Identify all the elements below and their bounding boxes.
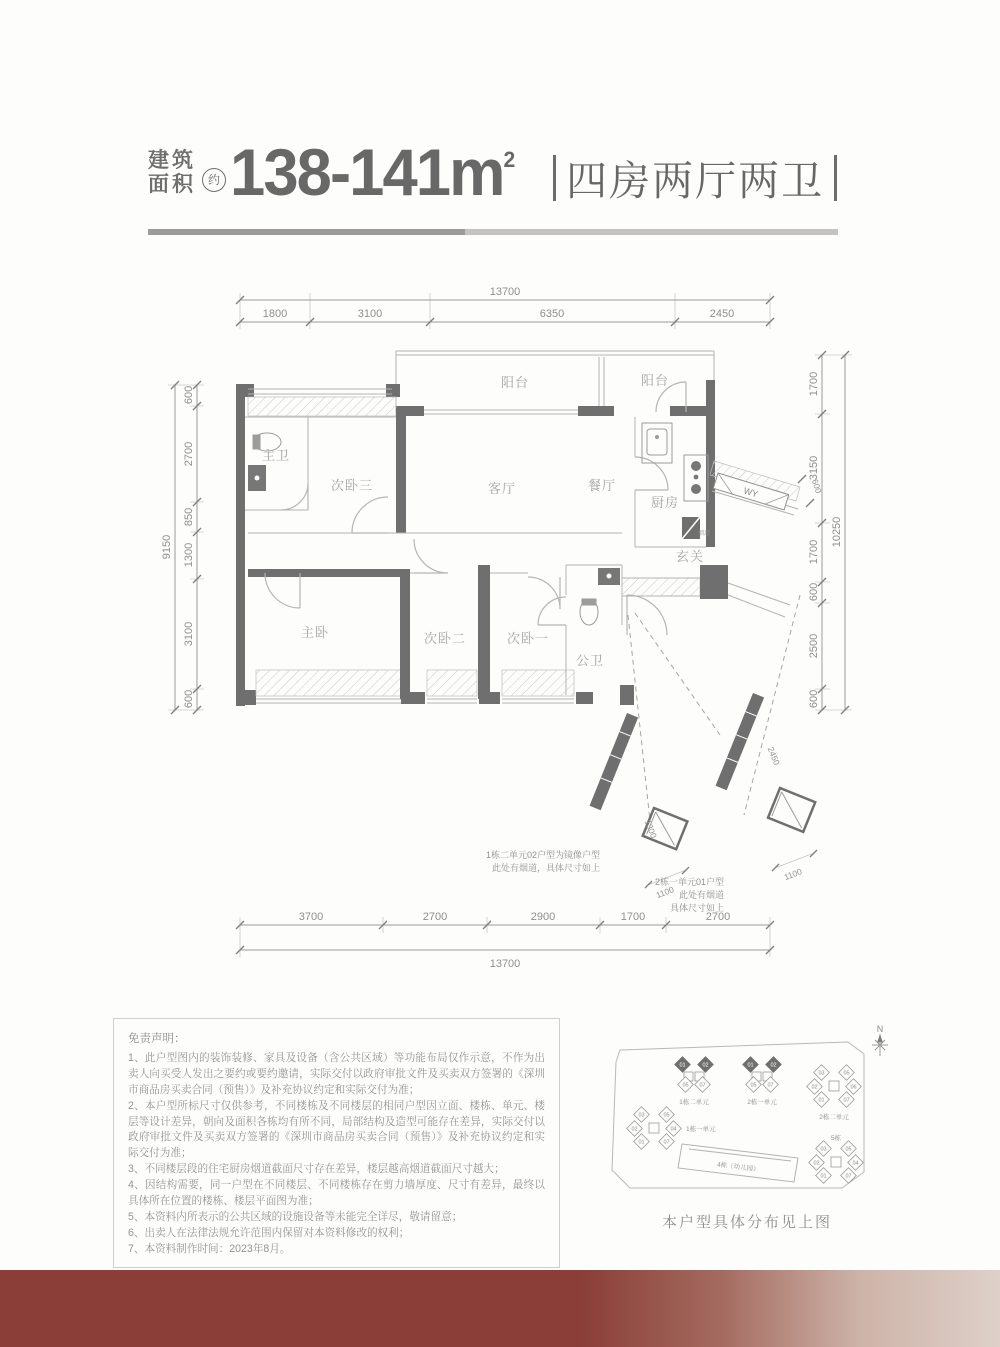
north-arrow — [872, 1024, 888, 1056]
svg-text:02: 02 — [813, 1160, 820, 1167]
plan-notes — [486, 849, 724, 913]
svg-text:05: 05 — [843, 1070, 850, 1077]
flue-label: 烟道 — [698, 531, 711, 537]
building-4-label: 4栋（幼儿园） — [716, 1161, 760, 1174]
flue-shaft-2 — [768, 788, 815, 832]
dim-left — [161, 381, 204, 714]
disclaimer-box — [113, 1018, 560, 1268]
note1-line1: 1栋二单元02户型为镜像户型 — [485, 850, 600, 860]
svg-text:02: 02 — [702, 1062, 709, 1069]
separator-bar-right — [834, 155, 837, 201]
cluster-label: 1栋二单元 — [679, 1099, 709, 1106]
svg-text:07: 07 — [767, 1082, 774, 1089]
duct-corridor — [710, 461, 824, 515]
area-label — [148, 149, 196, 196]
dim-right-2: 3150 — [808, 455, 820, 481]
mirror-wing — [590, 595, 817, 900]
svg-text:07: 07 — [843, 1097, 850, 1104]
dim-shaft2-side: 2450 — [765, 745, 782, 767]
separator-bar-left — [553, 155, 556, 201]
cluster-label: 2栋二单元 — [819, 1114, 849, 1121]
dim-left-4: 1300 — [183, 542, 195, 568]
note1-line2: 此处有烟道，具体尺寸如上 — [491, 863, 600, 873]
area-value: $138-141m^2$ — [230, 135, 516, 210]
room-foyer: 玄关 — [675, 549, 705, 564]
disclaimer-item: 1、此户型图内的装饰装修、家具及设备（含公共区域）等功能布局仅作示意，不作为出卖人向买受人发出之要约或要约邀请，实际交付以政府审批文件及买卖双方签署的《深圳市商品房买卖合同（预售）》及补充协议约定和实际交付为准； — [128, 1052, 545, 1096]
note2-line2: 此处有烟道 — [678, 890, 724, 900]
area-label-line1: 建筑 — [148, 148, 196, 172]
dim-top-total: 13700 — [489, 286, 521, 298]
cluster-label: 2栋一单元 — [747, 1099, 777, 1106]
svg-text:01: 01 — [820, 1173, 827, 1180]
svg-text:05: 05 — [682, 1082, 689, 1089]
svg-text:07: 07 — [663, 1139, 670, 1146]
cluster-label: 1栋一单元 — [686, 1126, 716, 1133]
dim-left-1: 600 — [183, 385, 195, 405]
approx-badge: 约 — [202, 168, 226, 192]
room-public-bath: 公卫 — [575, 653, 605, 668]
header-divider — [148, 229, 838, 235]
dim-bottom-4: 1700 — [620, 911, 646, 923]
svg-text:04: 04 — [852, 1160, 859, 1167]
dim-bottom-5: 2700 — [705, 911, 731, 923]
room-balcony1: 阳台 — [500, 375, 530, 390]
dim-left-3: 850 — [183, 507, 195, 527]
dim-bottom-1: 3700 — [298, 911, 324, 923]
dim-right-3: 1700 — [808, 539, 820, 565]
walls — [236, 380, 790, 706]
room-dining: 餐厅 — [587, 478, 617, 493]
svg-text:01: 01 — [679, 1062, 686, 1069]
dim-left-6: 600 — [183, 689, 195, 709]
header — [148, 135, 837, 210]
room-bedroom1: 次卧一 — [506, 631, 550, 646]
note2-line3: 具体尺寸如上 — [669, 903, 724, 913]
area-label-line2: 面积 — [148, 172, 196, 196]
floorplan-drawing — [130, 265, 890, 975]
svg-text:04: 04 — [670, 1126, 677, 1133]
svg-text:05: 05 — [663, 1112, 670, 1119]
dim-left-2: 2700 — [183, 441, 195, 467]
square-sup: 2 — [503, 147, 516, 173]
room-master-bedroom: 主卧 — [300, 625, 330, 640]
dim-top-2: 3100 — [357, 308, 383, 320]
dim-shaft2-bottom: 1100 — [782, 866, 804, 883]
disclaimer-item: 7、本资料制作时间：2023年8月。 — [128, 1242, 291, 1255]
disclaimer-item: 5、本资料内所表示的公共区域的设施设备等未能完全详尽，敬请留意； — [128, 1210, 463, 1223]
dim-right-5: 2500 — [808, 633, 820, 659]
room-bedroom3: 次卧三 — [330, 478, 374, 493]
layout-type — [553, 148, 837, 207]
room-living: 客厅 — [487, 481, 517, 496]
room-balcony2: 阳台 — [640, 373, 670, 388]
svg-text:02: 02 — [770, 1062, 777, 1069]
disclaimer-item: 4、因结构需要，同一户型在不同楼层、不同楼栋存在剪力墙厚度、尺寸有差异，最终以具体所在位置的楼栋、楼层平面图为准； — [128, 1179, 545, 1208]
dim-left-5: 3100 — [183, 621, 195, 647]
balconies — [396, 351, 714, 416]
dim-top-3: 6350 — [539, 308, 565, 320]
layout-type-label: 四房两厅两卫 — [566, 158, 825, 204]
dim-bottom-2: 2700 — [422, 911, 448, 923]
room-kitchen: 厨房 — [650, 495, 680, 510]
svg-text:02: 02 — [811, 1084, 818, 1091]
dim-right-total: 10250 — [831, 516, 843, 548]
dim-top-1: 1800 — [262, 308, 288, 320]
svg-text:01: 01 — [818, 1097, 825, 1104]
disclaimer-item: 2、本户型所标尺寸仅供参考，不同楼栋及不同楼层的相同户型因立面、楼栋、单元、楼层等设计差异，朝向及面积各栋均有所不同，局部结构及造型可能存在差异，实际交付以政府审批文件及买卖双方签署的《深圳市商品房买卖合同（预售）》及补充协议约定和实际交付为准； — [128, 1099, 545, 1160]
room-master-bath: 主卫 — [261, 448, 291, 463]
svg-text:05: 05 — [845, 1146, 852, 1153]
disclaimer-item: 6、出卖人在法律法规允许范围内保留对本资料修改的权利； — [128, 1226, 410, 1239]
svg-text:07: 07 — [845, 1173, 852, 1180]
dim-bottom-total: 13700 — [489, 958, 521, 970]
siteplan-caption: 本户型具体分布见上图 — [661, 1214, 832, 1231]
duct-label: WY — [742, 485, 760, 500]
dim-top-4: 2450 — [709, 308, 735, 320]
disclaimer-title: 免责声明： — [128, 1033, 186, 1045]
dim-right-1: 1700 — [808, 371, 820, 397]
dim-bottom — [236, 911, 774, 970]
dim-shaft1-bottom: 1100 — [654, 884, 676, 901]
dim-bottom-3: 2900 — [530, 911, 556, 923]
dim-shaft1-side: 1300 — [642, 818, 659, 840]
note2-line1: 2栋一单元01户型 — [654, 877, 724, 887]
svg-text:01: 01 — [747, 1062, 754, 1069]
svg-text:01: 01 — [638, 1139, 645, 1146]
svg-text:N: N — [876, 1024, 884, 1034]
cluster-label: 5栋 — [830, 1135, 842, 1142]
svg-text:03: 03 — [638, 1112, 645, 1119]
dim-left-total: 9150 — [161, 534, 173, 560]
svg-text:07: 07 — [699, 1082, 706, 1089]
bottom-brand-band — [0, 1270, 1000, 1347]
svg-text:03: 03 — [818, 1070, 825, 1077]
svg-text:03: 03 — [820, 1146, 827, 1153]
dim-top — [236, 286, 774, 329]
dim-right-6: 600 — [808, 689, 820, 709]
dim-right — [808, 351, 852, 714]
svg-text:05: 05 — [750, 1082, 757, 1089]
dim-corridor: 600 — [810, 477, 824, 495]
dim-right-4: 600 — [808, 582, 820, 602]
room-bedroom2: 次卧二 — [423, 631, 467, 646]
svg-text:02: 02 — [631, 1126, 638, 1133]
svg-text:06: 06 — [850, 1084, 857, 1091]
disclaimer-item: 3、不同楼层段的住宅厨房烟道截面尺寸存在差异，楼层越高烟道截面尺寸越大； — [128, 1163, 505, 1176]
site-plan — [592, 1016, 902, 1211]
